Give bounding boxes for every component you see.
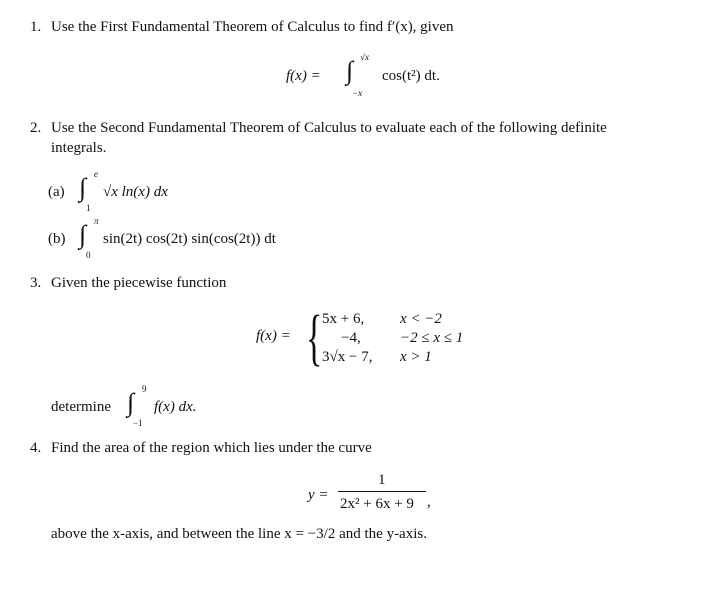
problem-3-prompt: Given the piecewise function bbox=[51, 275, 227, 291]
case-3-cond: x > 1 bbox=[400, 349, 432, 365]
lower-limit: −1 bbox=[133, 418, 143, 428]
left-brace: { bbox=[306, 304, 323, 372]
upper-limit: π bbox=[94, 216, 99, 226]
integrand: f(x) dx. bbox=[154, 399, 197, 415]
problem-4-prompt: Find the area of the region which lies under the curve bbox=[51, 440, 372, 456]
curve-lhs: y = bbox=[308, 487, 329, 503]
case-3-expr: 3√x − 7, bbox=[322, 349, 373, 365]
problem-1-lhs: f(x) = bbox=[286, 68, 321, 84]
integrand: sin(2t) cos(2t) sin(cos(2t)) dt bbox=[103, 231, 276, 247]
problem-2-prompt-line2: integrals. bbox=[51, 140, 107, 156]
problem-2-prompt-line1: Use the Second Fundamental Theorem of Calculus to evaluate each of the following definite bbox=[51, 120, 607, 136]
upper-limit: 9 bbox=[142, 384, 147, 394]
case-1-cond: x < −2 bbox=[400, 311, 442, 327]
integral-sign: ∫ bbox=[346, 56, 354, 85]
upper-limit: √x bbox=[360, 52, 369, 62]
case-2-cond: −2 ≤ x ≤ 1 bbox=[400, 330, 464, 346]
problem-4-number: 4. bbox=[30, 440, 42, 456]
integral-sign: ∫ bbox=[127, 388, 135, 417]
denominator: 2x² + 6x + 9 bbox=[340, 496, 414, 512]
piecewise-lhs: f(x) = bbox=[256, 328, 291, 344]
integral-sign: ∫ bbox=[79, 220, 87, 249]
fraction-bar bbox=[338, 491, 426, 492]
integral-sign: ∫ bbox=[79, 173, 87, 202]
problem-1-prompt: Use the First Fundamental Theorem of Calculus to find f′(x), given bbox=[51, 19, 454, 35]
problem-1-number: 1. bbox=[30, 19, 42, 35]
part-label: (b) bbox=[48, 231, 66, 247]
problem-3-number: 3. bbox=[30, 275, 42, 291]
lower-limit: −x bbox=[352, 88, 363, 98]
integrand: cos(t²) dt. bbox=[382, 68, 440, 84]
part-label: (a) bbox=[48, 184, 65, 200]
determine-text: determine bbox=[51, 399, 111, 415]
problem-2-number: 2. bbox=[30, 120, 42, 136]
numerator: 1 bbox=[378, 472, 386, 488]
lower-limit: 0 bbox=[86, 250, 91, 260]
case-2-expr: −4, bbox=[341, 330, 361, 346]
trailing-comma: , bbox=[427, 494, 431, 510]
integrand: √x ln(x) dx bbox=[103, 184, 168, 200]
case-1-expr: 5x + 6, bbox=[322, 311, 365, 327]
upper-limit: e bbox=[94, 169, 98, 179]
lower-limit: 1 bbox=[86, 203, 91, 213]
problem-4-closing: above the x-axis, and between the line x = −3/2 and the y-axis. bbox=[51, 526, 427, 542]
